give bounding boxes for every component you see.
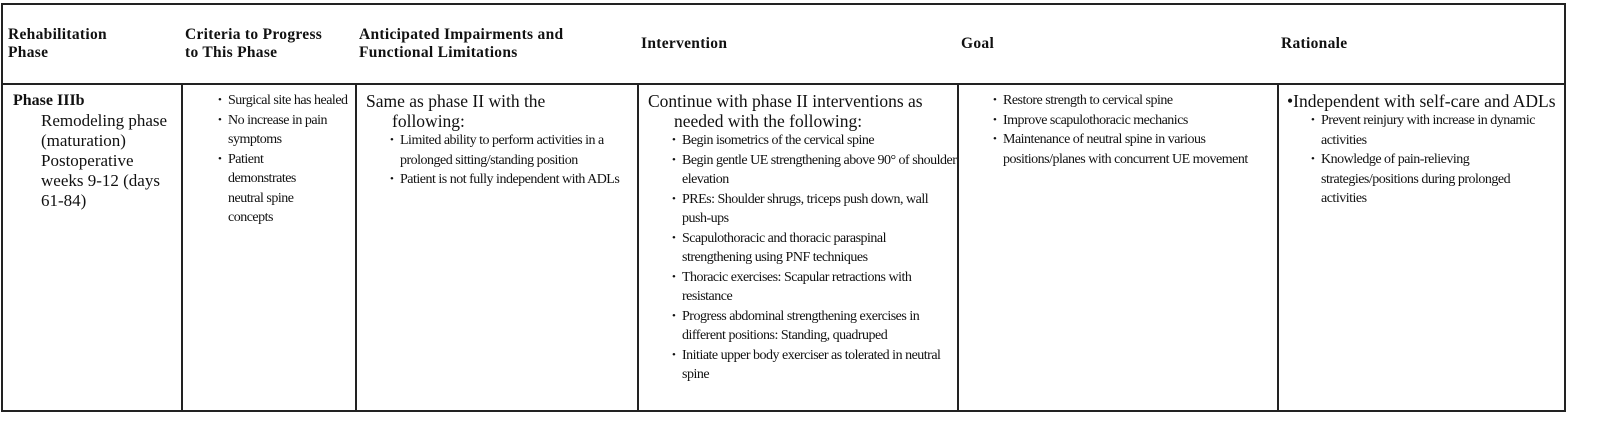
phase-line: Remodeling phase bbox=[41, 111, 168, 130]
impairment-item: • Patient is not fully independent with ADLs bbox=[390, 170, 636, 190]
intervention-item: • Begin gentle UE strengthening above 90° of shoulder elevation bbox=[672, 151, 958, 190]
header-phase: Rehabilitation Phase bbox=[8, 26, 107, 61]
goal-item: • Maintenance of neutral spine in various positions/planes with concurrent UE movement bbox=[993, 130, 1263, 169]
impairments-intro: Same as phase II with the bbox=[366, 91, 546, 111]
rehab-table bbox=[1, 3, 1566, 412]
criteria-item: • Surgical site has healed bbox=[218, 91, 353, 111]
criteria-cell bbox=[218, 91, 353, 228]
impairments-intro: following: bbox=[392, 111, 465, 131]
intervention-item: • Initiate upper body exerciser as tolerated in neutral spine bbox=[672, 346, 958, 385]
criteria-item: • No increase in pain symptoms bbox=[218, 111, 353, 150]
header-divider bbox=[3, 83, 1564, 85]
phase-line: Postoperative bbox=[41, 151, 134, 170]
intervention-item: • PREs: Shoulder shrugs, triceps push down, wall push-ups bbox=[672, 190, 958, 229]
intervention-item: • Begin isometrics of the cervical spine bbox=[672, 131, 958, 151]
intervention-item: • Progress abdominal strengthening exercises in different positions: Standing, quadruped bbox=[672, 307, 958, 346]
rationale-item: • Prevent reinjury with increase in dynamic activities bbox=[1311, 111, 1557, 150]
header-goal: Goal bbox=[961, 35, 995, 52]
column-divider bbox=[637, 83, 639, 410]
phase-title: Phase IIIb bbox=[13, 92, 85, 109]
column-divider bbox=[355, 83, 357, 410]
rationale-intro-text: Independent with self-care and ADLs bbox=[1293, 91, 1556, 111]
impairments-cell bbox=[366, 91, 636, 190]
intervention-intro: Continue with phase II interventions as bbox=[648, 91, 923, 111]
phase-cell bbox=[13, 91, 178, 211]
goal-item: • Improve scapulothoracic mechanics bbox=[993, 111, 1263, 131]
intervention-intro: needed with the following: bbox=[674, 111, 863, 131]
column-divider bbox=[181, 83, 183, 410]
rationale-item: • Knowledge of pain-relieving strategies/positions during prolonged activities bbox=[1311, 150, 1557, 209]
impairment-item: • Limited ability to perform activities in a prolonged sitting/standing position bbox=[390, 131, 636, 170]
intervention-item: • Thoracic exercises: Scapular retractions with resistance bbox=[672, 268, 958, 307]
header-impairments: Anticipated Impairments and Functional Limitations bbox=[359, 26, 564, 61]
header-intervention: Intervention bbox=[641, 35, 728, 52]
phase-line: 61-84) bbox=[41, 191, 87, 210]
phase-line: (maturation) bbox=[41, 131, 126, 150]
column-divider bbox=[1277, 83, 1279, 410]
phase-line: weeks 9-12 (days bbox=[41, 171, 160, 190]
goal-cell bbox=[993, 91, 1263, 169]
rationale-cell bbox=[1287, 91, 1557, 209]
rationale-intro: •Independent with self-care and ADLs bbox=[1287, 91, 1556, 111]
goal-item: • Restore strength to cervical spine bbox=[993, 91, 1263, 111]
intervention-item: • Scapulothoracic and thoracic paraspinal strengthening using PNF techniques bbox=[672, 229, 958, 268]
criteria-item: • Patient demonstrates neutral spine concepts bbox=[218, 150, 313, 228]
intervention-cell bbox=[648, 91, 958, 385]
header-criteria: Criteria to Progress to This Phase bbox=[185, 26, 323, 61]
header-rationale: Rationale bbox=[1281, 35, 1348, 52]
